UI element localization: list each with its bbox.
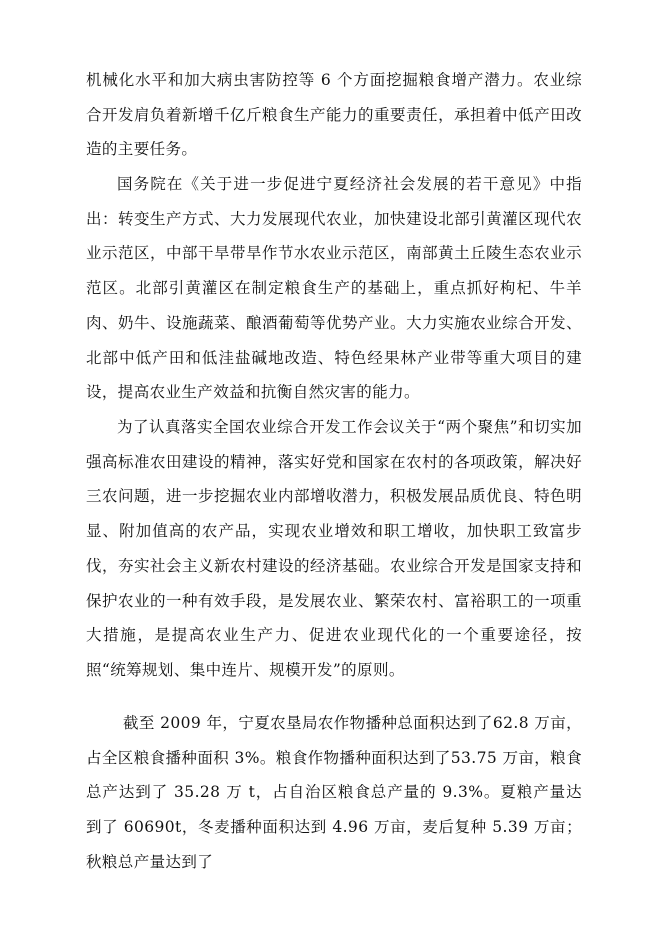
paragraph-2009-statistics: 截至 2009 年，宁夏农垦局农作物播种总面积达到了62.8 万亩，占全区粮食播种面积 3%。粮食作物播种面积达到了53.75 万亩，粮食总产达到了 35.28 万 t，占自治区粮食总产量的 9.3%。夏粮产量达到了 60690t，冬麦播种面积达到 4.96 万亩，麦后复种 5.39 万亩；秋粮总产量达到了 [86,714,582,871]
paragraph-state-council-opinions: 国务院在《关于进一步促进宁夏经济社会发展的若干意见》中指出：转变生产方式、大力发展现代农业，加快建设北部引黄灌区现代农业示范区，中部干旱带旱作节水农业示范区，南部黄土丘陵生态农业示范区。北部引黄灌区在制定粮食生产的基础上，重点抓好枸杞、牛羊肉、奶牛、设施蔬菜、酿酒葡萄等优势产业。大力实施农业综合开发、北部中低产田和低洼盐碱地改造、特色经果林产业带等重大项目的建设，提高农业生产效益和抗衡自然灾害的能力。 [86,175,582,402]
paragraph-implementation: 为了认真落实全国农业综合开发工作会议关于“两个聚焦”和切实加强高标准农田建设的精神，落实好党和国家在农村的各项政策，解决好三农问题，进一步挖掘农业内部增收潜力，积极发展品质优良、特色明显、附加值高的农产品，实现农业增效和职工增收，加快职工致富步伐，夯实社会主义新农村建设的经济基础。农业综合开发是国家支持和保护农业的一种有效手段，是发展农业、繁荣农村、富裕职工的一项重大措施，是提高农业生产力、促进农业现代化的一个重要途径，按照“统筹规划、集中连片、规模开发”的原则。 [86,418,582,679]
paragraph-grain-potential: 机械化水平和加大病虫害防控等 6 个方面挖掘粮食增产潜力。农业综合开发肩负着新增千亿斤粮食生产能力的重要责任，承担着中低产田改造的主要任务。 [86,71,582,159]
